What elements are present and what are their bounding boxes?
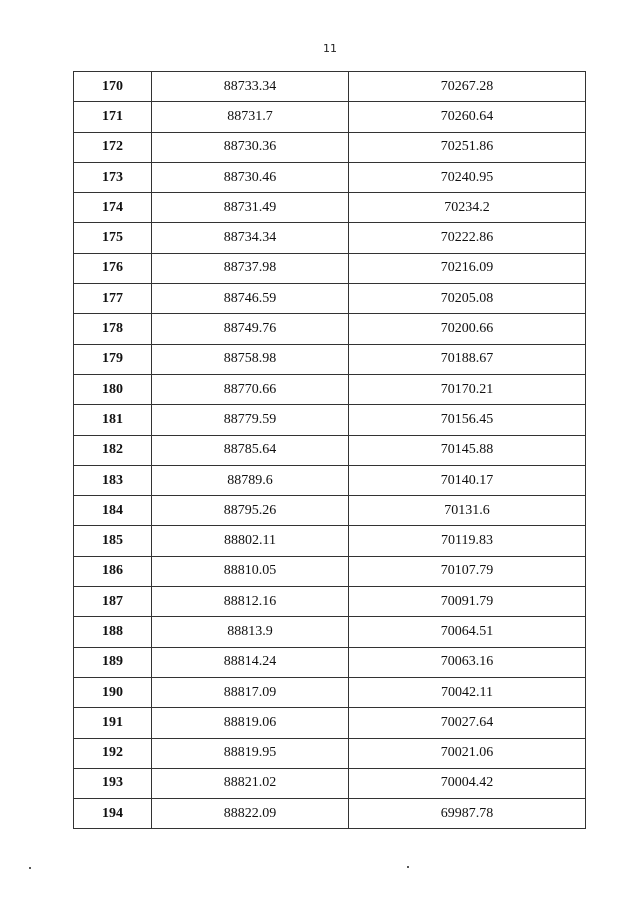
y-coordinate-cell: 70156.45 [349,405,586,435]
y-coordinate-cell: 70027.64 [349,708,586,738]
x-coordinate-cell: 88758.98 [152,344,349,374]
point-number-cell: 194 [74,799,152,829]
point-number-cell: 176 [74,253,152,283]
table-row [74,526,586,556]
point-number-cell: 177 [74,284,152,314]
x-coordinate-cell: 88770.66 [152,374,349,404]
x-coordinate-cell: 88814.24 [152,647,349,677]
table-row [74,677,586,707]
point-number-cell: 171 [74,102,152,132]
table-row [74,223,586,253]
scan-speck [29,867,31,869]
y-coordinate-cell: 70216.09 [349,253,586,283]
y-coordinate-cell: 70063.16 [349,647,586,677]
point-number-cell: 188 [74,617,152,647]
point-number-cell: 184 [74,496,152,526]
y-coordinate-cell: 70064.51 [349,617,586,647]
x-coordinate-cell: 88733.34 [152,72,349,102]
table-row [74,587,586,617]
table-row [74,799,586,829]
point-number-cell: 181 [74,405,152,435]
y-coordinate-cell: 70267.28 [349,72,586,102]
table-row [74,708,586,738]
point-number-cell: 187 [74,587,152,617]
point-number-cell: 193 [74,768,152,798]
y-coordinate-cell: 70251.86 [349,132,586,162]
x-coordinate-cell: 88789.6 [152,465,349,495]
table-row [74,768,586,798]
x-coordinate-cell: 88785.64 [152,435,349,465]
point-number-cell: 191 [74,708,152,738]
coordinates-table [73,71,586,829]
table-row [74,496,586,526]
point-number-cell: 183 [74,465,152,495]
x-coordinate-cell: 88737.98 [152,253,349,283]
page-number: 11 [323,42,337,55]
y-coordinate-cell: 70131.6 [349,496,586,526]
x-coordinate-cell: 88734.34 [152,223,349,253]
point-number-cell: 190 [74,677,152,707]
table-row [74,405,586,435]
x-coordinate-cell: 88749.76 [152,314,349,344]
point-number-cell: 170 [74,72,152,102]
x-coordinate-cell: 88779.59 [152,405,349,435]
y-coordinate-cell: 70004.42 [349,768,586,798]
y-coordinate-cell: 70042.11 [349,677,586,707]
y-coordinate-cell: 70260.64 [349,102,586,132]
coordinates-table-body [74,72,586,829]
x-coordinate-cell: 88817.09 [152,677,349,707]
y-coordinate-cell: 70119.83 [349,526,586,556]
y-coordinate-cell: 70140.17 [349,465,586,495]
x-coordinate-cell: 88819.95 [152,738,349,768]
y-coordinate-cell: 70145.88 [349,435,586,465]
table-row [74,435,586,465]
table-row [74,253,586,283]
point-number-cell: 173 [74,162,152,192]
table-row [74,617,586,647]
x-coordinate-cell: 88731.49 [152,193,349,223]
y-coordinate-cell: 70222.86 [349,223,586,253]
point-number-cell: 180 [74,374,152,404]
table-row [74,72,586,102]
table-row [74,556,586,586]
point-number-cell: 185 [74,526,152,556]
table-row [74,193,586,223]
x-coordinate-cell: 88795.26 [152,496,349,526]
table-row [74,314,586,344]
x-coordinate-cell: 88730.46 [152,162,349,192]
x-coordinate-cell: 88819.06 [152,708,349,738]
y-coordinate-cell: 70091.79 [349,587,586,617]
point-number-cell: 182 [74,435,152,465]
x-coordinate-cell: 88731.7 [152,102,349,132]
point-number-cell: 175 [74,223,152,253]
point-number-cell: 189 [74,647,152,677]
x-coordinate-cell: 88802.11 [152,526,349,556]
x-coordinate-cell: 88730.36 [152,132,349,162]
y-coordinate-cell: 70107.79 [349,556,586,586]
x-coordinate-cell: 88821.02 [152,768,349,798]
table-row [74,284,586,314]
y-coordinate-cell: 70205.08 [349,284,586,314]
point-number-cell: 192 [74,738,152,768]
x-coordinate-cell: 88746.59 [152,284,349,314]
y-coordinate-cell: 70240.95 [349,162,586,192]
table-row [74,465,586,495]
table-row [74,344,586,374]
x-coordinate-cell: 88810.05 [152,556,349,586]
point-number-cell: 186 [74,556,152,586]
x-coordinate-cell: 88812.16 [152,587,349,617]
scan-speck [407,866,409,868]
table-row [74,162,586,192]
x-coordinate-cell: 88813.9 [152,617,349,647]
y-coordinate-cell: 70021.06 [349,738,586,768]
table-row [74,132,586,162]
y-coordinate-cell: 70200.66 [349,314,586,344]
y-coordinate-cell: 70188.67 [349,344,586,374]
point-number-cell: 172 [74,132,152,162]
point-number-cell: 179 [74,344,152,374]
point-number-cell: 178 [74,314,152,344]
y-coordinate-cell: 70170.21 [349,374,586,404]
table-row [74,102,586,132]
table-row [74,374,586,404]
table-row [74,647,586,677]
x-coordinate-cell: 88822.09 [152,799,349,829]
y-coordinate-cell: 69987.78 [349,799,586,829]
table-row [74,738,586,768]
y-coordinate-cell: 70234.2 [349,193,586,223]
point-number-cell: 174 [74,193,152,223]
